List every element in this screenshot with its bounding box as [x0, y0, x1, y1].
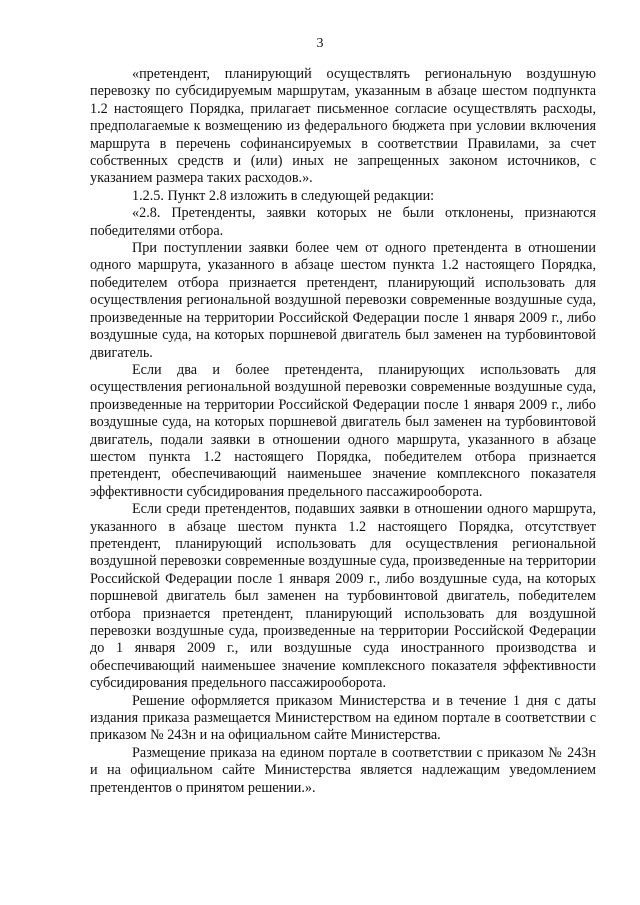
- paragraph-no-modern-aircraft: Если среди претендентов, подавших заявки в отношении одного маршрута, указанного в абзаце шестом пункта 1.2 настоящего Порядка, отсутствует претендент, планирующий использовать для осуществления региональной воздушной перевозки современные воздушные суда, произведенные на территории Российской Федерации после 1 января 2009 г., либо воздушные суда, на которых поршневой двигатель был заменен на турбовинтовой двигатель, победителем отбора признается претендент, планирующий использовать для воздушной перевозки воздушные суда, произведенные на территории Российской Федерации до 1 января 2009 г., или воздушные суда иностранного производства и обеспечивающий наименьшее значение комплексного показателя эффективности субсидирования предельного пассажирооборота.: [90, 501, 596, 692]
- paragraph-decision-order: Решение оформляется приказом Министерства и в течение 1 дня с даты издания приказа размещается Министерством на едином портале в соответствии с приказом № 243н и на официальном сайте Министерства.: [90, 692, 596, 744]
- page-number: 3: [316, 36, 324, 51]
- paragraph-applicant-consent: «претендент, планирующий осуществлять региональную воздушную перевозку по субсидируемым маршрутам, указанным в абзаце шестом подпункта 1.2 настоящего Порядка, прилагает письменное согласие осуществлять расходы, предполагаемые к возмещению из федерального бюджета при условии включения маршрута в перечень софинансируемых в соответствии Правилами, за счет собственных средств и (или) иных не запрещенных законом источников, с указанием размера таких расходов.».: [90, 66, 596, 187]
- paragraph-amendment-2-8: 1.2.5. Пункт 2.8 изложить в следующей редакции:: [132, 187, 435, 204]
- paragraph-two-or-more-applicants: Если два и более претендента, планирующих использовать для осуществления региональной воздушной перевозки современные воздушные суда, произведенные на территории Российской Федерации после 1 января 2009 г., либо воздушные суда, на которых поршневой двигатель был заменен на турбовинтовой двигатель, подали заявки в отношении одного маршрута, указанного в абзаце шестом пункта 1.2 настоящего Порядка, победителем отбора признается претендент, обеспечивающий наименьшее значение комплексного показателя эффективности субсидирования предельного пассажирооборота.: [90, 361, 596, 500]
- paragraph-winners: «2.8. Претенденты, заявки которых не были отклонены, признаются победителями отбора.: [90, 205, 596, 239]
- document-body: [90, 66, 596, 797]
- paragraph-multiple-applications: При поступлении заявки более чем от одного претендента в отношении одного маршрута, указанного в абзаце шестом пункта 1.2 настоящего Порядка, победителем отбора признается претендент, планирующий использовать для осуществления региональной воздушной перевозки современные воздушные суда, произведенные на территории Российской Федерации после 1 января 2009 г., либо воздушные суда, на которых поршневой двигатель был заменен на турбовинтовой двигатель.: [90, 240, 596, 361]
- paragraph-notification: Размещение приказа на едином портале в соответствии с приказом № 243н и на официальном сайте Министерства является надлежащим уведомлением претендентов о принятом решении.».: [90, 744, 596, 796]
